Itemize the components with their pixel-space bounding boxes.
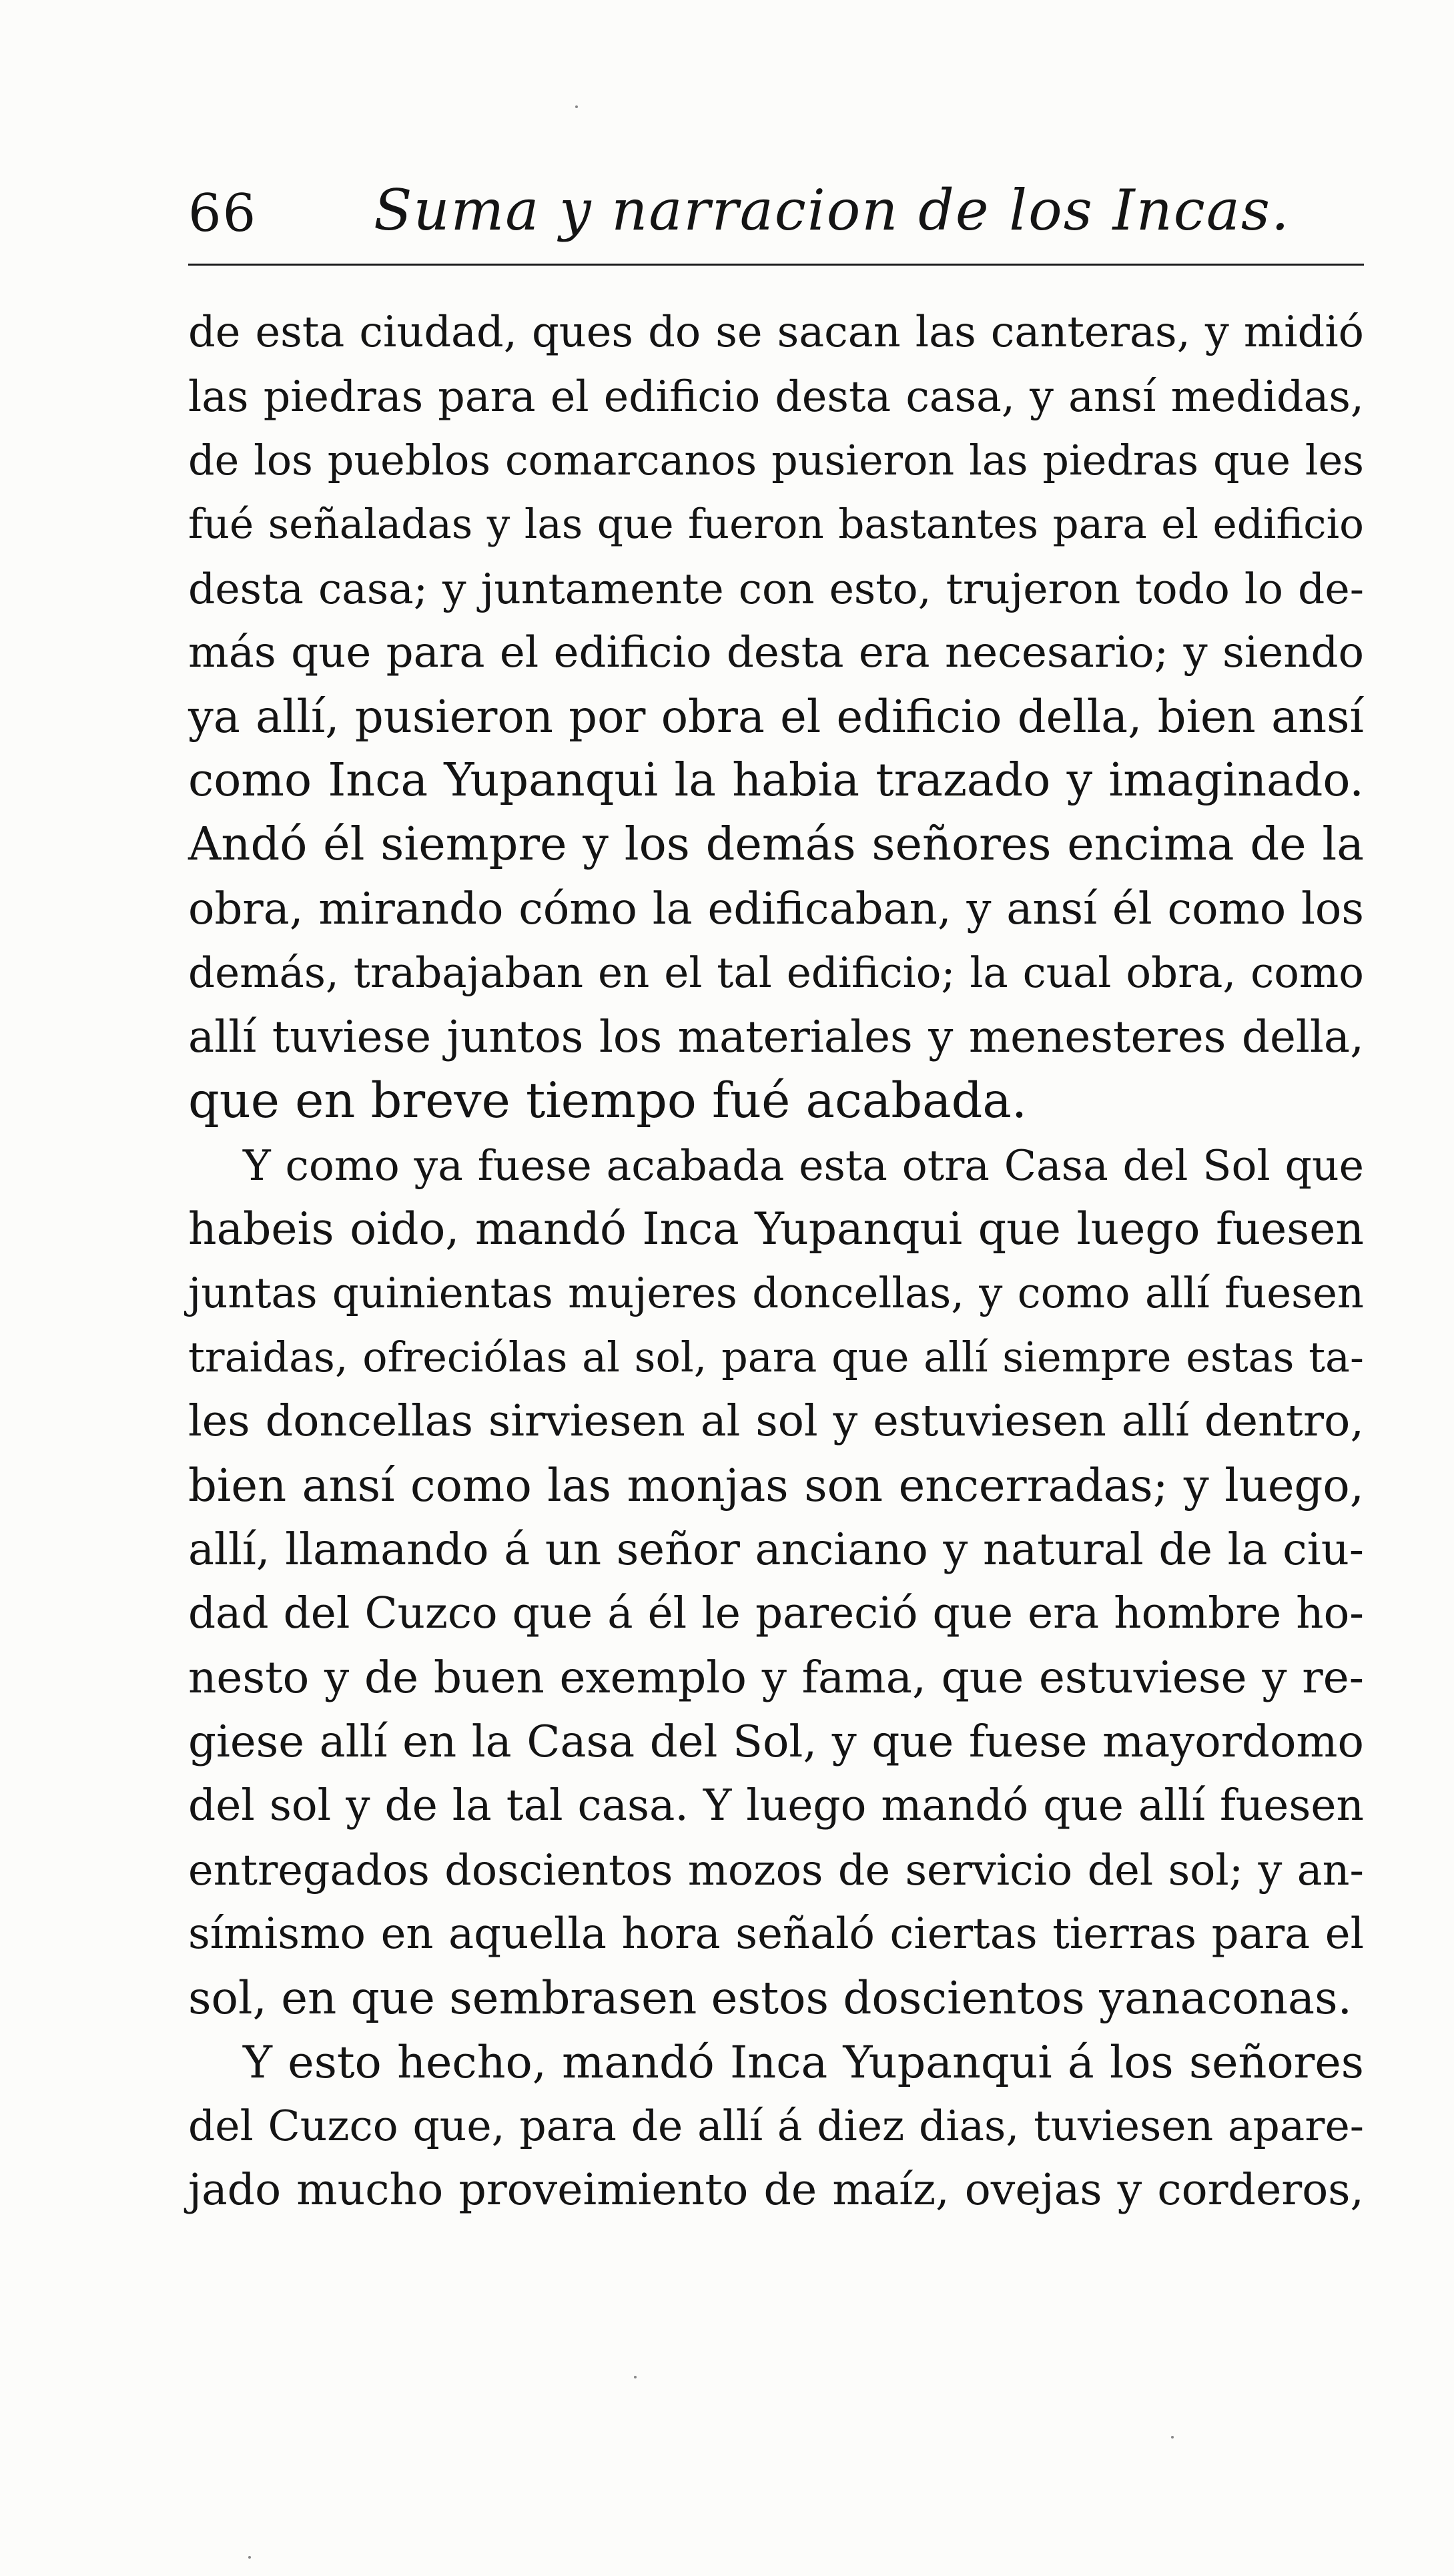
text-line: jado mucho proveimiento de maíz, ovejas y corderos, bbox=[188, 2165, 1364, 2215]
text-line: les doncellas sirviesen al sol y estuviesen allí dentro, bbox=[188, 1396, 1364, 1446]
text-line: traidas, ofreciólas al sol, para que allí siempre estas ta- bbox=[188, 1333, 1364, 1381]
text-line: que en breve tiempo fué acabada. bbox=[188, 1072, 1028, 1129]
header-rule bbox=[188, 264, 1364, 266]
text-line: allí tuviese juntos los materiales y menesteres della, bbox=[188, 1011, 1364, 1062]
text-line: juntas quinientas mujeres doncellas, y como allí fuesen bbox=[188, 1269, 1364, 1317]
text-line: allí, llamando á un señor anciano y natural de la ciu- bbox=[188, 1524, 1364, 1575]
text-line: bien ansí como las monjas son encerradas; y luego, bbox=[188, 1460, 1364, 1512]
page-number: 66 bbox=[188, 184, 258, 244]
text-line: las piedras para el edificio desta casa, y ansí medidas, bbox=[188, 372, 1364, 421]
text-line: sol, en que sembrasen estos doscientos yanaconas. bbox=[188, 1972, 1353, 2024]
text-line: habeis oido, mandó Inca Yupanqui que luego fuesen bbox=[188, 1203, 1364, 1255]
paragraph-first-line: Y como ya fuese acabada esta otra Casa del Sol que bbox=[243, 1141, 1364, 1190]
text-line: demás, trabajaban en el tal edificio; la cual obra, como bbox=[188, 948, 1364, 997]
text-line: más que para el edificio desta era necesario; y siendo bbox=[188, 628, 1364, 677]
scan-speck bbox=[634, 2376, 637, 2378]
scan-speck bbox=[248, 2556, 251, 2559]
text-line: ya allí, pusieron por obra el edificio della, bien ansí bbox=[188, 691, 1364, 743]
text-line: de esta ciudad, ques do se sacan las canteras, y midió bbox=[188, 308, 1364, 357]
text-line: giese allí en la Casa del Sol, y que fuese mayordomo bbox=[188, 1716, 1364, 1767]
text-line: entregados doscientos mozos de servicio del sol; y an- bbox=[188, 1845, 1364, 1895]
text-line: símismo en aquella hora señaló ciertas tierras para el bbox=[188, 1909, 1364, 1959]
text-line: de los pueblos comarcanos pusieron las piedras que les bbox=[188, 436, 1364, 485]
text-line: del Cuzco que, para de allí á diez dias, tuviesen apare- bbox=[188, 2102, 1364, 2150]
text-line: obra, mirando cómo la edificaban, y ansí él como los bbox=[188, 884, 1364, 934]
text-line: Andó él siempre y los demás señores encima de la bbox=[188, 818, 1364, 871]
text-line: fué señaladas y las que fueron bastantes para el edificio bbox=[188, 501, 1364, 548]
body-text bbox=[188, 300, 1364, 2222]
text-line: nesto y de buen exemplo y fama, que estuviese y re- bbox=[188, 1652, 1364, 1703]
scan-speck bbox=[575, 105, 578, 108]
running-title: Suma y narracion de los Incas. bbox=[374, 178, 1291, 243]
text-line: del sol y de la tal casa. Y luego mandó que allí fuesen bbox=[188, 1781, 1364, 1831]
text-line: dad del Cuzco que á él le pareció que era hombre ho- bbox=[188, 1588, 1364, 1638]
paragraph-first-line: Y esto hecho, mandó Inca Yupanqui á los señores bbox=[243, 2036, 1364, 2088]
text-line: desta casa; y juntamente con esto, trujeron todo lo de- bbox=[188, 564, 1364, 613]
text-line: como Inca Yupanqui la habia trazado y imaginado. bbox=[188, 754, 1364, 807]
scan-speck bbox=[1171, 2436, 1174, 2439]
